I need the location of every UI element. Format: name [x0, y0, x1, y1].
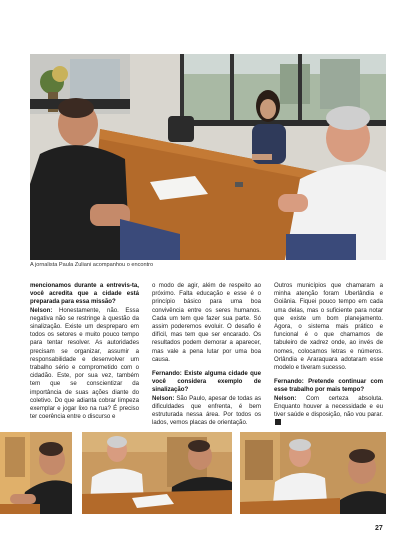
- continued-paragraph: o modo de agir, além de respeito ao próximo. Falta educação e esse é o princípio básico para uma boa convivência entre os seres humanos. Cada um tem que fazer sua parte. Só assim poderemos evoluir. O desafio é difícil, mas tem que ser encarado. Os resultados podem demorar a aparecer, mas vale a pena lutar por uma boa causa.: [152, 282, 261, 363]
- photo-caption: A jornalista Paula Zuliani acompanhou o encontro: [30, 262, 154, 268]
- bottom-photo-2: [82, 432, 232, 514]
- speaker-label: Nelson:: [152, 394, 175, 402]
- question-text: Existe alguma cidade que você considera exemplo de sinalização?: [152, 370, 261, 394]
- question-text: Pretende continuar com esse trabalho por mais tempo?: [274, 378, 383, 394]
- answer-paragraph: [274, 395, 383, 428]
- main-photo: [30, 54, 386, 260]
- end-of-article-icon: [275, 419, 281, 425]
- answer-text: Honestamente, não. Essa negativa não se restringe à questão da sinalização. Existe um despreparo em todos os setores e muito pouco tempo para tentar resolver. As autoridades precisam se organizar, assumir a responsabilidade e desenvolver um trabalho sério e comprometido com o cidadão. Este, por sua vez, também tem que se conscientizar da importância de suas ações diante do coletivo. Do que adianta cobrar limpeza exemplar e jogar lixo na rua? É preciso ter coerência entre o discurso e: [30, 306, 139, 421]
- text-column-3: [274, 282, 383, 427]
- page-number: 27: [375, 525, 383, 532]
- photo-conversation-closeup: [240, 432, 386, 514]
- text-column-1: [30, 282, 139, 421]
- speaker-label: Fernando:: [152, 370, 182, 378]
- speaker-label: Fernando:: [274, 378, 304, 386]
- continued-paragraph: Outros municípios que chamaram a minha atenção foram Uberlândia e Goiânia. Fiquei pouco tempo em cada uma delas, mas o suficiente para notar que existe um bom planejamento. Agora, o sistema mais prático e funcional é o que chamamos de tabuleiro de xadrez onde, ao invés de nomes, colocamos letras e números. Orlândia e Araraquara adotaram esse modelo e tiveram sucesso.: [274, 282, 383, 372]
- answer-paragraph: [30, 307, 139, 422]
- question-lead: mencionamos durante a entrevis-ta, você acredita que a cidade está preparada para essa missão?: [30, 282, 139, 306]
- photo-man-speaking: [0, 432, 72, 514]
- answer-paragraph: [152, 395, 261, 428]
- meeting-photo-illustration: [30, 54, 386, 260]
- speaker-label: Nelson:: [274, 394, 297, 402]
- bottom-photo-1: [0, 432, 72, 514]
- question-paragraph: [274, 378, 383, 394]
- photo-two-men-talking: [82, 432, 232, 514]
- answer-text: Com certeza absoluta. Enquanto houver a necessidade e eu tiver saúde e disposição, não vou parar.: [274, 394, 383, 419]
- bottom-photo-3: [240, 432, 386, 514]
- text-column-2: [152, 282, 261, 427]
- question-paragraph: [152, 370, 261, 395]
- answer-text: São Paulo, apesar de todas as dificuldades que enfrenta, é bem estruturada nessa área. Por todos os lados, vemos placas de orientação.: [152, 394, 261, 427]
- speaker-label: Nelson:: [30, 306, 53, 314]
